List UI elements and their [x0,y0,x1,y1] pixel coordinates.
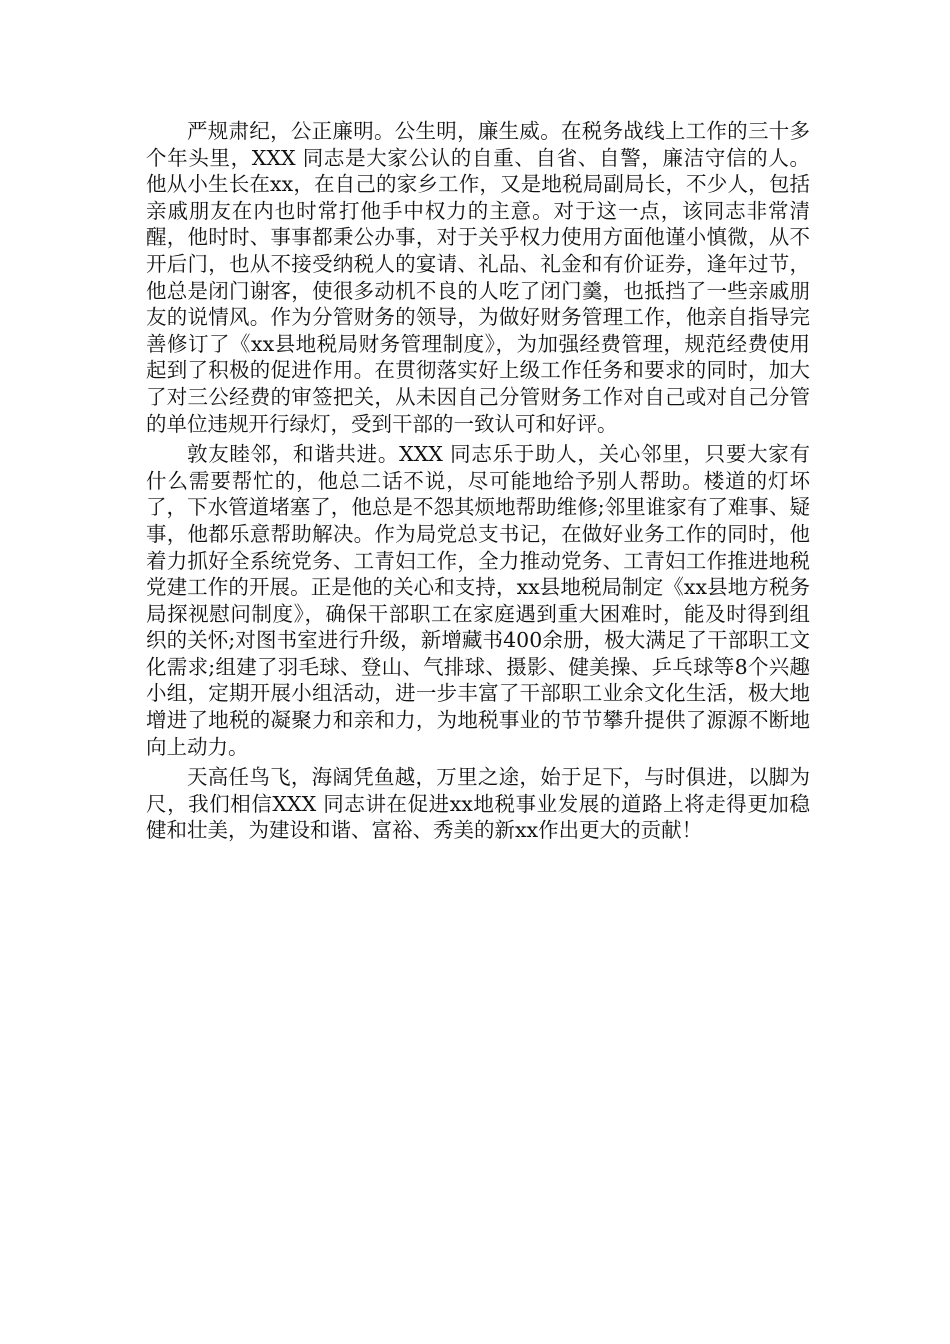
document-body [146,118,810,848]
paragraph-neighbors: 敦友睦邻，和谐共进。XXX 同志乐于助人，关心邻里，只要大家有什么需要帮忙的，他总二话不说，尽可能地给予别人帮助。楼道的灯坏了，下水管道堵塞了，他总是不怨其烦地帮助维修;邻里谁家有了难事、疑事，他都乐意帮助解决。作为局党总支书记，在做好业务工作的同时，他着力抓好全系统党务、工青妇工作，全力推动党务、工青妇工作推进地税党建工作的开展。正是他的关心和支持，xx县地税局制定《xx县地方税务局探视慰问制度》，确保干部职工在家庭遇到重大困难时，能及时得到组织的关怀;对图书室进行升级，新增藏书400余册，极大满足了干部职工文化需求;组建了羽毛球、登山、气排球、摄影、健美操、乒乓球等8个兴趣小组，定期开展小组活动，进一步丰富了干部职工业余文化生活，极大地增进了地税的凝聚力和亲和力，为地税事业的节节攀升提供了源源不断地向上动力。 [146,442,810,759]
paragraph-closing: 天高任鸟飞，海阔凭鱼越，万里之途，始于足下，与时俱进，以脚为尺，我们相信XXX 同志讲在促进xx地税事业发展的道路上将走得更加稳健和壮美，为建设和谐、富裕、秀美的新xx作出更大的贡献！ [146,765,810,843]
paragraph-integrity: 严规肃纪，公正廉明。公生明，廉生威。在税务战线上工作的三十多个年头里，XXX 同志是大家公认的自重、自省、自警，廉洁守信的人。他从小生长在xx，在自己的家乡工作，又是地税局副局长，不少人，包括亲戚朋友在内也时常打他手中权力的主意。对于这一点，该同志非常清醒，他时时、事事都秉公办事，对于关乎权力使用方面他谨小慎微，从不开后门，也从不接受纳税人的宴请、礼品、礼金和有价证券，逢年过节，他总是闭门谢客，使很多动机不良的人吃了闭门羹，也抵挡了一些亲戚朋友的说情风。作为分管财务的领导，为做好财务管理工作，他亲自指导完善修订了《xx县地税局财务管理制度》，为加强经费管理，规范经费使用起到了积极的促进作用。在贯彻落实好上级工作任务和要求的同时，加大了对三公经费的审签把关，从未因自己分管财务工作对自己或对自己分管的单位违规开行绿灯，受到干部的一致认可和好评。 [146,119,810,436]
